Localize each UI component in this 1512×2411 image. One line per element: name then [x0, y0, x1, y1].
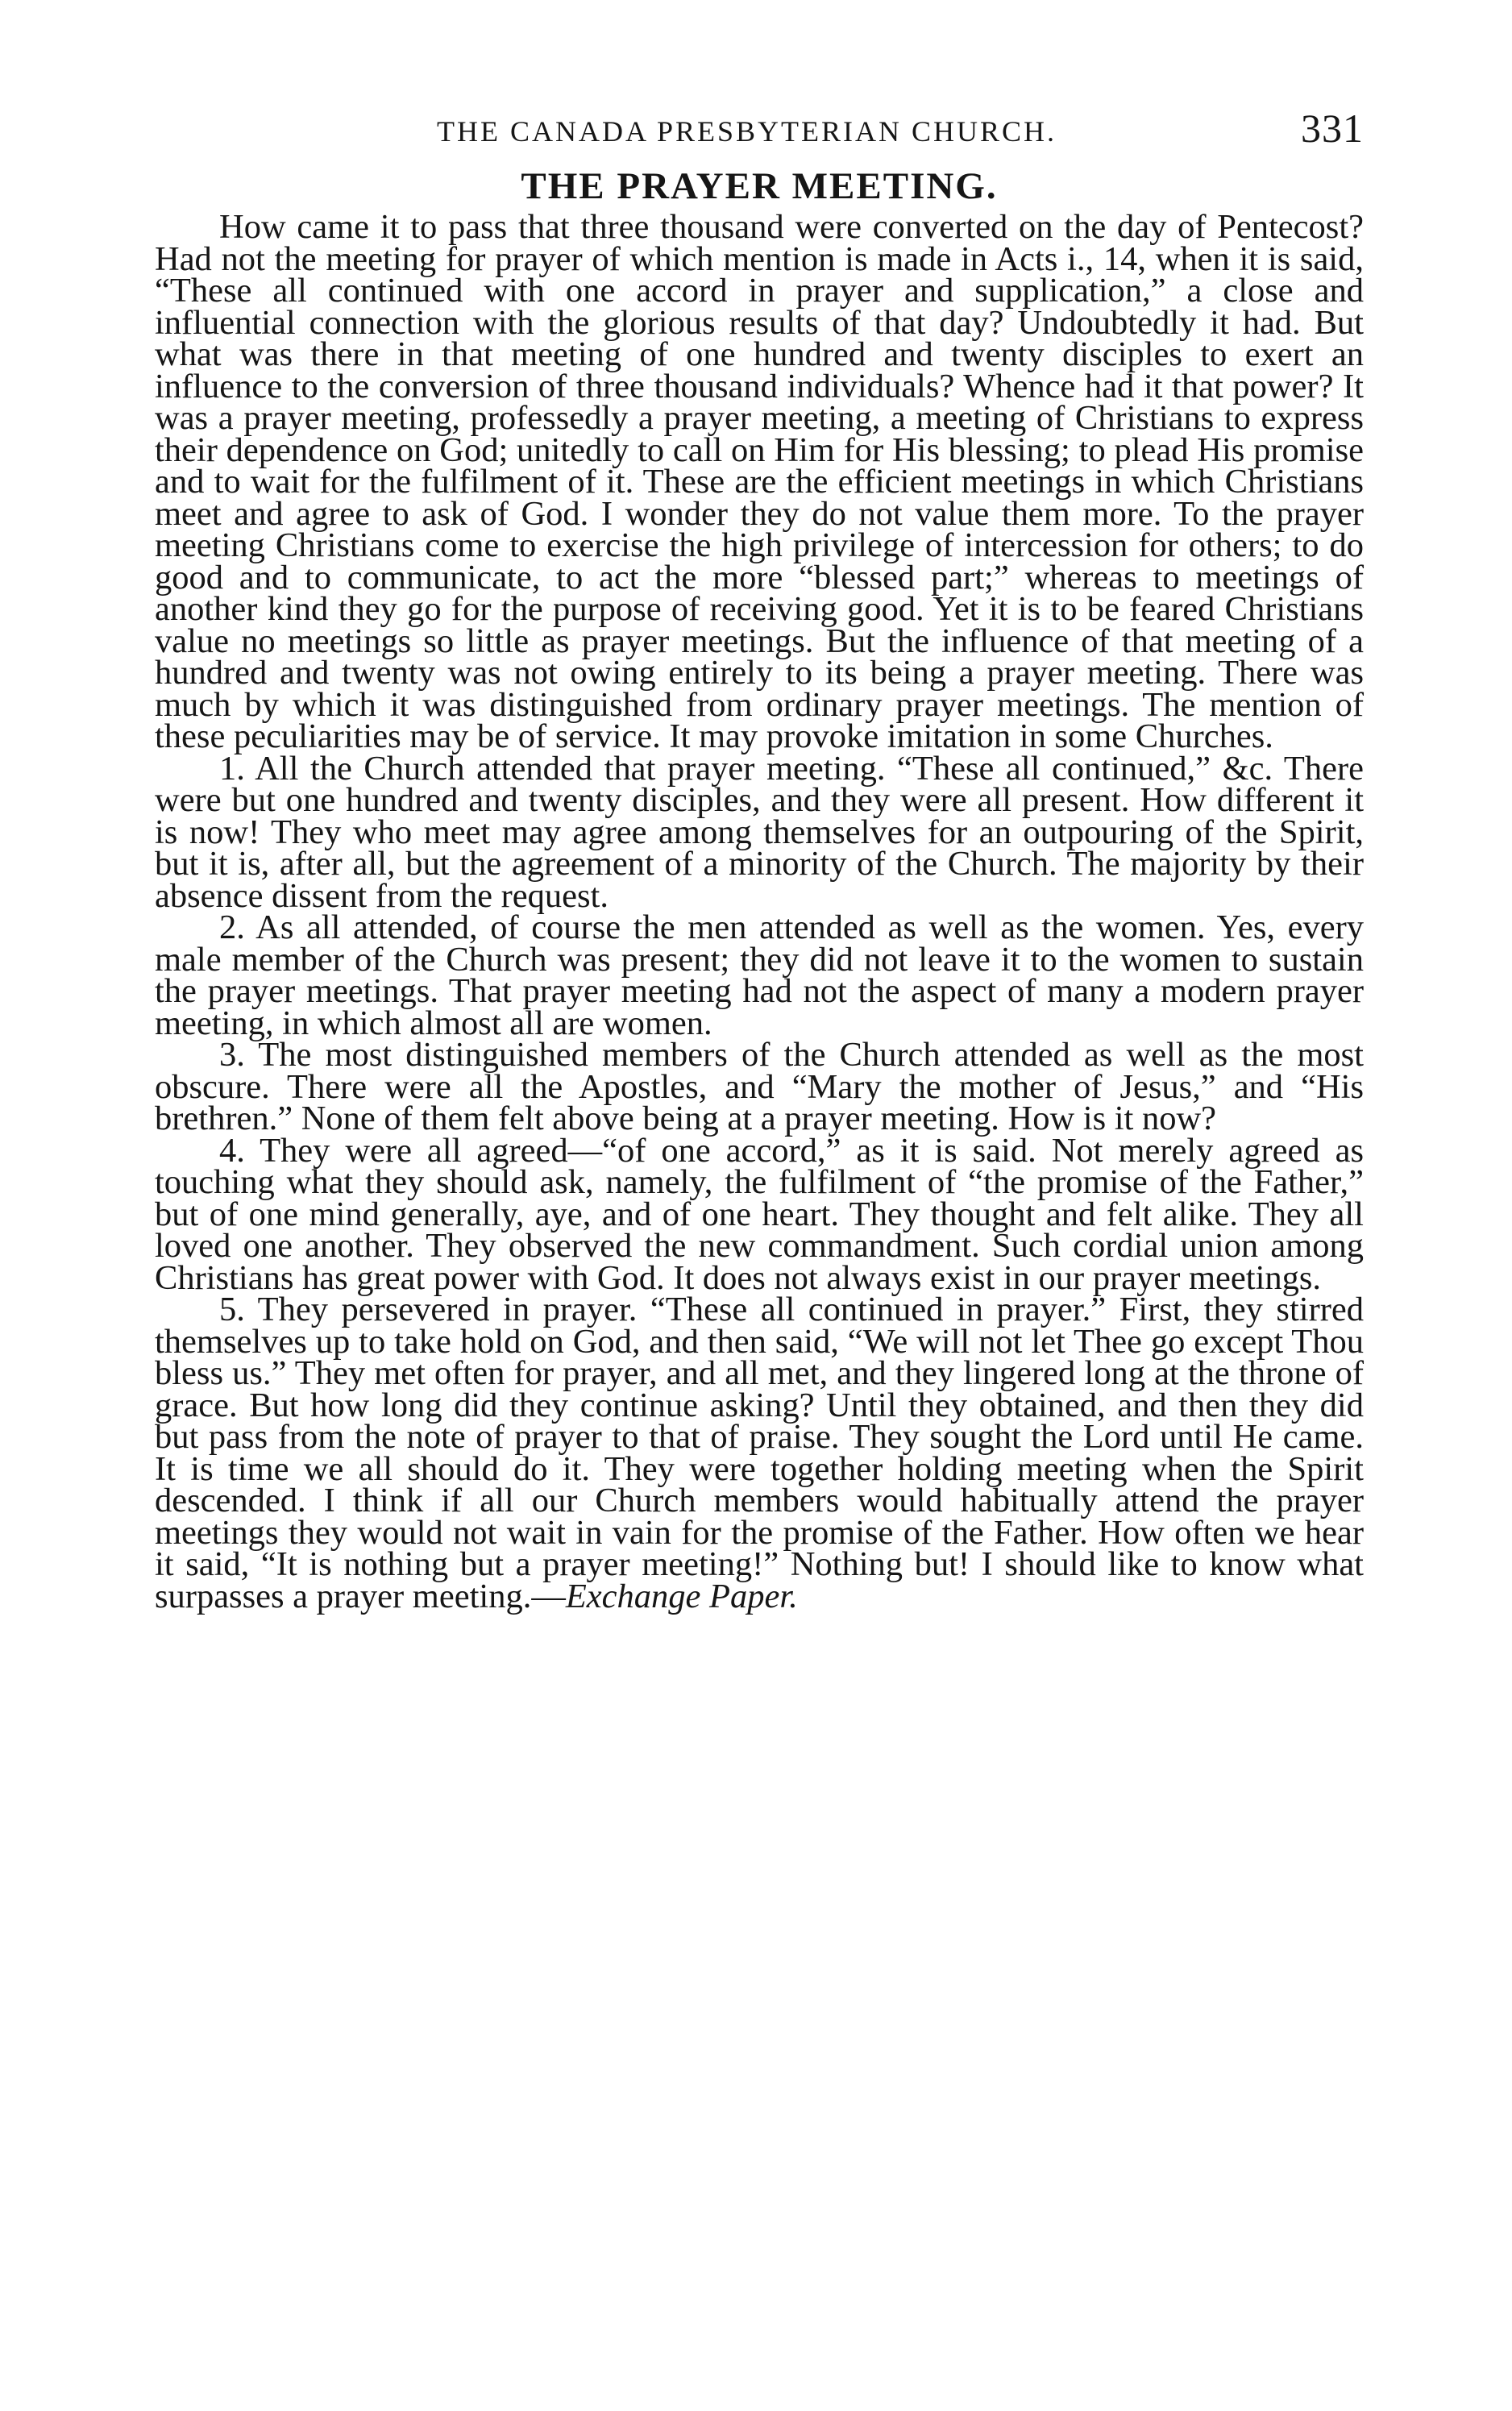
point-paragraph: 3. The most distinguished members of the Church attended as well as the most obscure. There were all the Apostles, and “Mary the mother of Jesus,” and “His brethren.” None of them felt above being at a prayer meeting. How is it now? [155, 1036, 1364, 1137]
point-paragraph: 4. They were all agreed—“of one accord,” as it is said. Not merely agreed as touching what they should ask, namely, the fulfilment of “the promise of the Father,” but of one mind generally, aye, and of one heart. They thought and felt alike. They all loved one another. They observed the new commandment. Such cordial union among Christians has great power with God. It does not always exist in our prayer meetings. [155, 1131, 1364, 1297]
source-attribution: Exchange Paper. [565, 1577, 798, 1615]
article-title: THE PRAYER MEETING. [521, 165, 998, 207]
book-page [155, 105, 1364, 1615]
running-head [155, 105, 1364, 153]
intro-paragraph: How came it to pass that three thousand were converted on the day of Pentecost? Had not the meeting for prayer of which mention is made in Acts i., 14, when it is said, “These all continued with one accord in prayer and supplication,” a close and influential connection with the glorious results of that day? Undoubtedly it had. But what was there in that meeting of one hundred and twenty disciples to exert an influence to the conversion of three thousand individuals? Whence had it that power? It was a prayer meeting, professedly a prayer meeting, a meeting of Christians to express their dependence on God; unitedly to call on Him for His blessing; to plead His promise and to wait for the fulfilment of it. These are the efficient meetings in which Christians meet and agree to ask of God. I wonder they do not value them more. To the prayer meeting Christians come to exercise the high privilege of intercession for others; to do good and to communicate, to act the more “blessed part;” whereas to meetings of another kind they go for the purpose of receiving good. Yet it is to be feared Christians value no meetings so little as prayer meetings. But the influence of that meeting of a hundred and twenty was not owing entirely to its being a prayer meeting. There was much by which it was distinguished from ordinary prayer meetings. The mention of these peculiarities may be of service. It may provoke imitation in some Churches. [155, 208, 1364, 755]
page-number: 331 [1301, 106, 1364, 151]
article-body [155, 208, 1364, 1615]
running-head-title: THE CANADA PRESBYTERIAN CHURCH. [437, 115, 1057, 148]
point-paragraph-final [155, 1291, 1364, 1615]
point-paragraph: 2. As all attended, of course the men attended as well as the women. Yes, every male member of the Church was present; they did not leave it to the women to sustain the prayer meetings. That prayer meeting had not the aspect of many a modern prayer meeting, in which almost all are women. [155, 908, 1364, 1042]
point-paragraph: 1. All the Church attended that prayer meeting. “These all continued,” &c. There were but one hundred and twenty disciples, and they were all present. How different it is now! They who meet may agree among themselves for an outpouring of the Spirit, but it is, after all, but the agreement of a minority of the Church. The majority by their absence dissent from the request. [155, 749, 1364, 915]
final-point-text: 5. They persevered in prayer. “These all continued in prayer.” First, they stirred themselves up to take hold on God, and then said, “We will not let Thee go except Thou bless us.” They met often for prayer, and all met, and they lingered long at the throne of grace. But how long did they continue asking? Until they obtained, and then they did but pass from the note of prayer to that of praise. They sought the Lord until He came. It is time we all should do it. They were together holding meeting when the Spirit descended. I think if all our Church members would habitually attend the prayer meetings they would not wait in vain for the promise of the Father. How often we hear it said, “It is nothing but a prayer meeting!” Nothing but! I should like to know what surpasses a prayer meeting.— [155, 1291, 1364, 1615]
